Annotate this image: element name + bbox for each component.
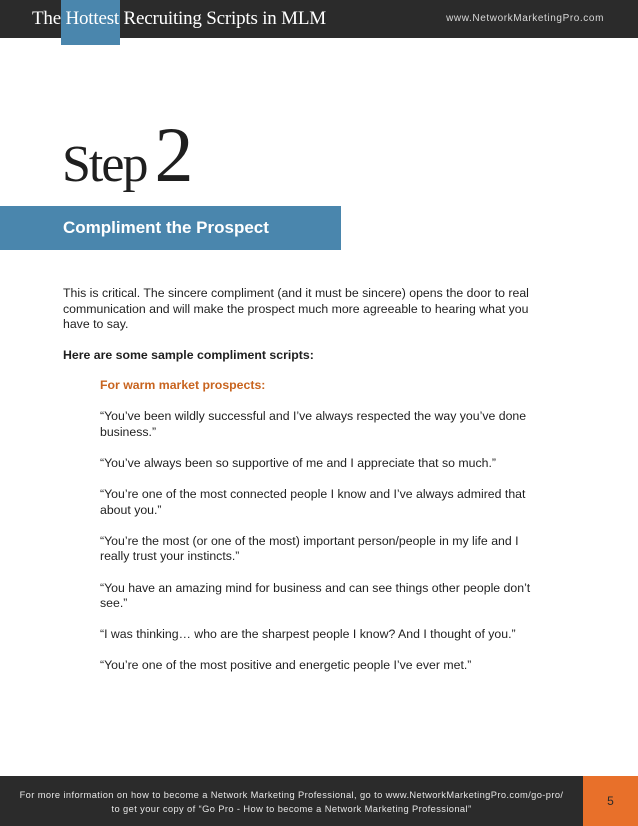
script-quote: “You’re the most (or one of the most) important person/people in my life and I really trust your instincts.” bbox=[100, 533, 519, 564]
intro-paragraph: This is critical. The sincere compliment (and it must be sincere) opens the door to real communication and will make the prospect much more agreeable to hearing what you have to say. bbox=[63, 286, 529, 332]
script-quote: “You’ve always been so supportive of me and I appreciate that so much.” bbox=[100, 455, 497, 470]
page-footer bbox=[0, 776, 638, 826]
script-quote: “You’re one of the most positive and energetic people I’ve ever met.” bbox=[100, 658, 472, 673]
script-quote: “You’re one of the most connected people I know and I’ve always admired that about you.” bbox=[100, 486, 526, 517]
header-title: The Hottest Recruiting Scripts in MLM bbox=[32, 8, 326, 29]
script-quote: “I was thinking… who are the sharpest people I know? And I thought of you.” bbox=[100, 627, 516, 642]
footer-line-2: to get your copy of “Go Pro - How to become a Network Marketing Professional” bbox=[111, 804, 472, 814]
scripts-list bbox=[63, 378, 548, 674]
step-number: 2 bbox=[154, 111, 192, 198]
header-site-url: www.NetworkMarketingPro.com bbox=[446, 13, 604, 24]
section-banner bbox=[0, 206, 341, 250]
footer-line-1: For more information on how to become a Network Marketing Professional, go to www.NetworkMarketingPro.com/go-pro/ bbox=[19, 790, 564, 800]
script-quote: “You have an amazing mind for business and can see things other people don’t see.” bbox=[100, 580, 531, 611]
script-quote: “You’ve been wildly successful and I’ve always respected the way you’ve done business.” bbox=[100, 408, 527, 439]
step-word: Step bbox=[62, 136, 147, 193]
page-number: 5 bbox=[583, 776, 638, 826]
warm-market-heading: For warm market prospects: bbox=[100, 378, 266, 393]
scripts-lead: Here are some sample compliment scripts: bbox=[63, 347, 314, 362]
body-content bbox=[63, 286, 548, 690]
step-heading bbox=[62, 110, 191, 200]
footer-info bbox=[0, 788, 583, 816]
section-title: Compliment the Prospect bbox=[63, 218, 269, 237]
page-header bbox=[0, 0, 638, 38]
